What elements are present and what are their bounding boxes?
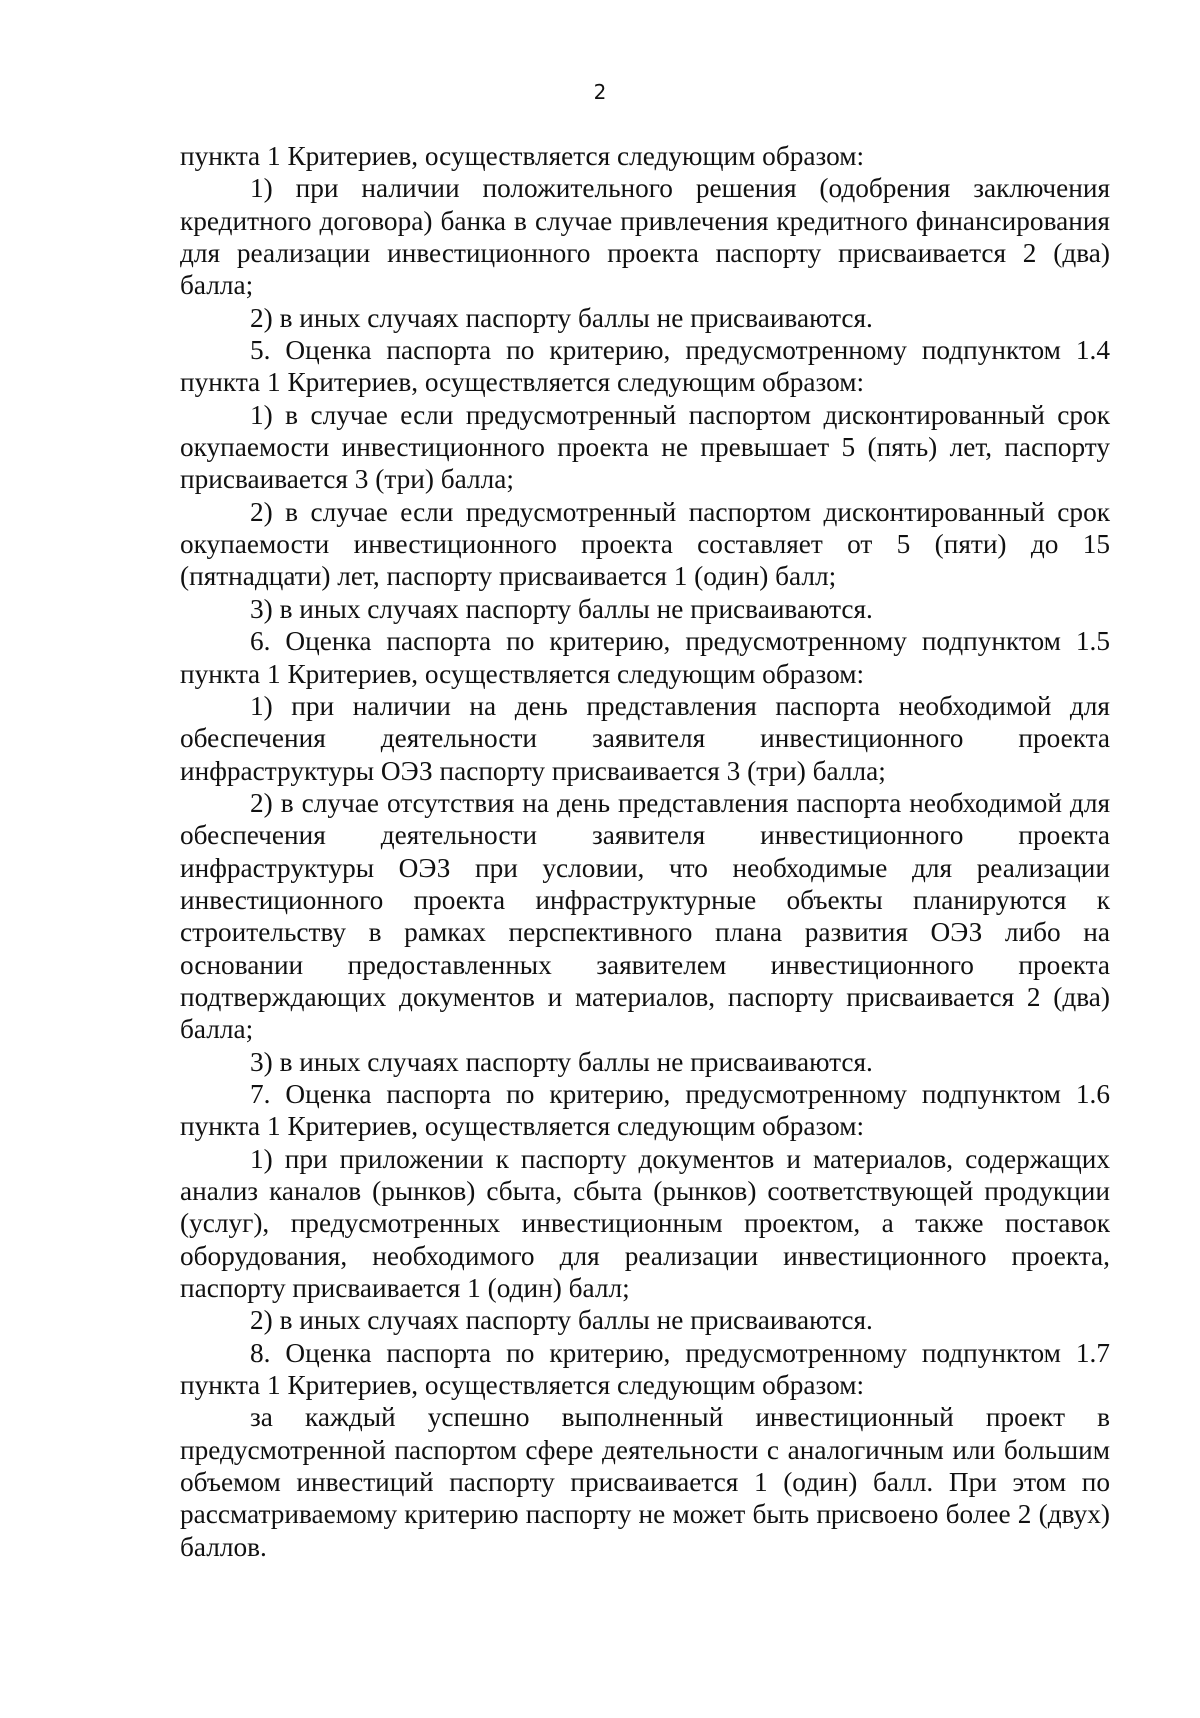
paragraph: 1) при наличии положительного решения (одобрения заключения кредитного договора) банка в случае привлечения кредитного финансирования для реализации инвестиционного проекта паспорту присваивается 2 (два) балла;: [180, 173, 1110, 301]
paragraph: 1) при наличии на день представления паспорта необходимой для обеспечения деятельности заявителя инвестиционного проекта инфраструктуры ОЭЗ паспорту присваивается 3 (три) балла;: [180, 690, 1110, 786]
paragraph: пункта 1 Критериев, осуществляется следующим образом:: [180, 141, 865, 171]
paragraph: 7. Оценка паспорта по критерию, предусмотренному подпунктом 1.6 пункта 1 Критериев, осуществляется следующим образом:: [180, 1078, 1110, 1142]
paragraph: 2) в случае отсутствия на день представления паспорта необходимой для обеспечения деятельности заявителя инвестиционного проекта инфраструктуры ОЭЗ при условии, что необходимые для реализации инвестиционного проекта инфраструктурные объекты планируются к строительству в рамках перспективного плана развития ОЭЗ либо на основании предоставленных заявителем инвестиционного проекта подтверждающих документов и материалов, паспорту присваивается 2 (два) балла;: [180, 787, 1110, 1045]
paragraph: за каждый успешно выполненный инвестиционный проект в предусмотренной паспортом сфере деятельности с аналогичным или большим объемом инвестиций паспорту присваивается 1 (один) балл. При этом по рассматриваемому критерию паспорту не может быть присвоено более 2 (двух) баллов.: [180, 1402, 1110, 1562]
paragraph: 8. Оценка паспорта по критерию, предусмотренному подпунктом 1.7 пункта 1 Критериев, осуществляется следующим образом:: [180, 1337, 1110, 1401]
paragraph: 1) при приложении к паспорту документов и материалов, содержащих анализ каналов (рынков) сбыта, сбыта (рынков) соответствующей продукции (услуг), предусмотренных инвестиционным проектом, а также поставок оборудования, необходимого для реализации инвестиционного проекта, паспорту присваивается 1 (один) балл;: [180, 1143, 1110, 1304]
paragraph: 2) в случае если предусмотренный паспортом дисконтированный срок окупаемости инвестиционного проекта составляет от 5 (пяти) до 15 (пятнадцати) лет, паспорту присваивается 1 (один) балл;: [180, 496, 1110, 592]
document-body: [180, 140, 1110, 1563]
paragraph: 2) в иных случаях паспорту баллы не присваиваются.: [250, 1305, 873, 1336]
paragraph: 5. Оценка паспорта по критерию, предусмотренному подпунктом 1.4 пункта 1 Критериев, осуществляется следующим образом:: [180, 335, 1110, 398]
paragraph: 1) в случае если предусмотренный паспортом дисконтированный срок окупаемости инвестиционного проекта не превышает 5 (пять) лет, паспорту присваивается 3 (три) балла;: [180, 399, 1110, 495]
paragraph: 2) в иных случаях паспорту баллы не присваиваются.: [250, 302, 873, 333]
page-number: 2: [593, 80, 607, 104]
paragraph: 3) в иных случаях паспорту баллы не присваиваются.: [250, 1046, 873, 1077]
paragraph: 6. Оценка паспорта по критерию, предусмотренному подпунктом 1.5 пункта 1 Критериев, осуществляется следующим образом:: [180, 626, 1110, 689]
paragraph: 3) в иных случаях паспорту баллы не присваиваются.: [250, 593, 873, 624]
